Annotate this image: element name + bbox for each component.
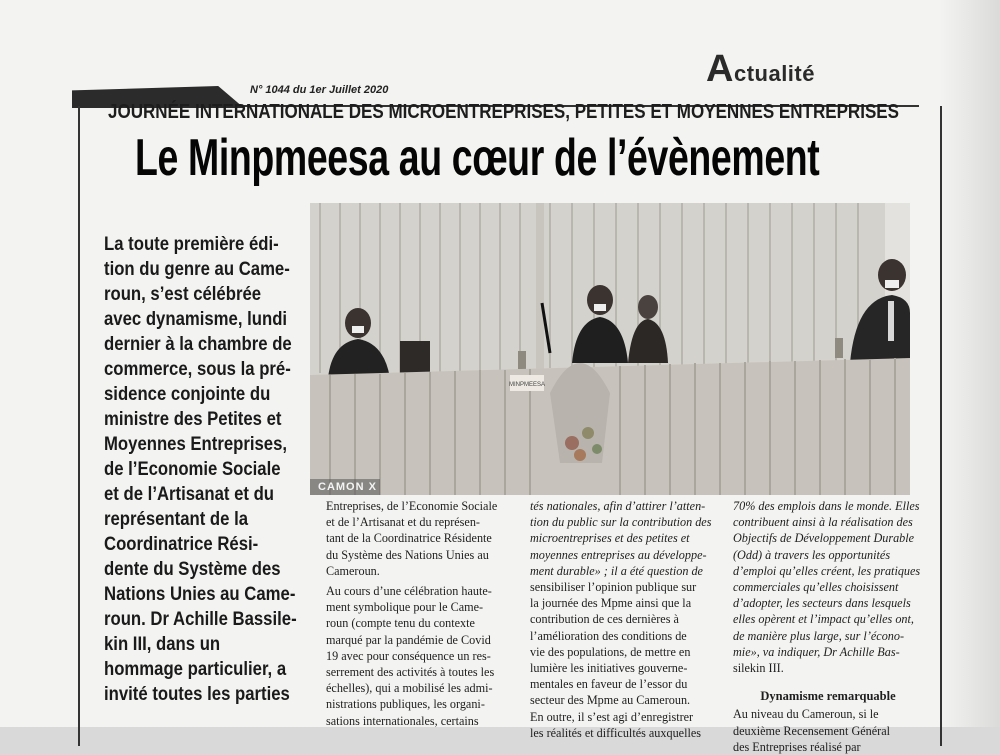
text-line: la journée des Mpme ainsi que la <box>530 596 692 611</box>
page-shadow <box>940 0 1000 727</box>
issue-number: N° 1044 du 1er Juillet 2020 <box>250 84 389 96</box>
text-line: tant de la Coordinatrice Résidente <box>326 531 492 546</box>
article-photo <box>310 203 910 495</box>
section-initial: A <box>706 48 734 90</box>
lead-line: Coordinatrice Rési- <box>104 534 259 555</box>
flower-arrangement <box>550 363 610 463</box>
text-line: les réalités et difficultés auxquelles <box>530 725 702 740</box>
lead-line: La toute première édi- <box>104 234 279 255</box>
article-column-1 <box>326 498 518 729</box>
text-line: contribuent ainsi à la réalisation des <box>733 515 913 530</box>
lead-line: représentant de la <box>104 509 249 530</box>
lead-line: sidence conjointe du <box>104 384 271 405</box>
text-line: Entreprises, de l’Economie Sociale <box>326 499 498 513</box>
text-line: sensibiliser l’opinion publique sur <box>530 580 697 595</box>
text-line: Au cours d’une célébration haute- <box>326 584 492 599</box>
photo-credit: CAMON X <box>318 481 377 493</box>
text-line: vie des populations, de mettre en <box>530 644 691 659</box>
text-line: et de l’Artisanat et du représen- <box>326 515 480 530</box>
text-line: serrement des activités à toutes les <box>326 665 495 680</box>
article-column-2 <box>530 498 722 741</box>
lead-line: dernier à la chambre de <box>104 334 292 355</box>
lead-line: commerce, sous la pré- <box>104 359 291 380</box>
text-line: deuxième Recensement Général <box>733 723 891 738</box>
lead-line: roun, s’est célébrée <box>104 284 262 305</box>
article-subheading: Dynamisme remarquable <box>760 689 896 704</box>
text-line: elles opèrent et l’impact qu’elles ont, <box>733 612 914 627</box>
lead-line: kin III, dans un <box>104 634 221 655</box>
text-line: d’adopter, les secteurs dans lesquels <box>733 596 911 611</box>
photo-meeting-table <box>310 203 910 495</box>
text-line: sations internationales, certains <box>326 713 479 728</box>
text-line: ment symbolique pour le Came- <box>326 600 484 615</box>
text-line: Objectifs de Développement Durable <box>733 531 915 546</box>
text-line: Au niveau du Cameroun, si le <box>733 707 879 722</box>
section-label <box>706 48 815 91</box>
text-line: (Odd) à travers les opportunités <box>733 547 891 562</box>
text-line: secteur des Mpme au Cameroun. <box>530 693 691 708</box>
text-line: d’emploi qu’elles créent, les pratiques <box>733 563 921 578</box>
text-line: marqué par la pandémie de Covid <box>326 632 491 647</box>
article-headline: Le Minpmeesa au cœur de l’évènement <box>135 129 820 187</box>
text-line: nistrations publiques, les organi- <box>326 697 485 712</box>
lead-line: Moyennes Entreprises, <box>104 434 288 455</box>
lead-line: invité toutes les parties <box>104 684 290 705</box>
lead-line: hommage particulier, a <box>104 659 287 680</box>
text-line: commerciales qu’elles choisissent <box>733 580 899 595</box>
text-line: mie», va indiquer, Dr Achille Bas- <box>733 644 900 659</box>
text-line: contribution de ces dernières à <box>530 612 679 627</box>
column-3-continuation <box>733 706 923 755</box>
article-kicker: JOURNÉE INTERNATIONALE DES MICROENTREPRISES, PETITES ET MOYENNES ENTREPRISES <box>108 100 899 123</box>
text-line: des Entreprises réalisé par <box>733 739 861 754</box>
text-line: 70% des emplois dans le monde. Elles <box>733 499 920 513</box>
lead-line: avec dynamisme, lundi <box>104 309 288 330</box>
text-line: mentales en faveur de l’essor du <box>530 677 688 692</box>
text-line: du Système des Nations Unies au <box>326 547 489 562</box>
text-line: silekin III. <box>733 661 784 676</box>
column-3-body <box>733 498 923 676</box>
text-line: tion du public sur la contribution des <box>530 515 712 530</box>
text-line: tés nationales, afin d’attirer l’atten- <box>530 499 706 513</box>
lead-line: roun. Dr Achille Bassile- <box>104 609 297 630</box>
text-line: lumière les initiatives gouverne- <box>530 661 688 676</box>
text-line: En outre, il s’est agi d’enregistrer <box>530 709 694 724</box>
table-placard: MINPMEESA <box>508 382 546 388</box>
lead-line: tion du genre au Came- <box>104 259 290 280</box>
lead-line: dente du Système des <box>104 559 281 580</box>
article-column-3 <box>733 498 923 755</box>
text-line: l’amélioration des conditions de <box>530 628 687 643</box>
text-line: ment durable» ; il a été question de <box>530 563 703 578</box>
text-line: échelles), qui a mobilisé les admi- <box>326 681 493 696</box>
lead-line: ministre des Petites et <box>104 409 282 430</box>
lead-line: et de l’Artisanat et du <box>104 484 275 505</box>
text-line: roun (compte tenu du contexte <box>326 616 475 631</box>
section-rest: ctualité <box>733 61 815 86</box>
lead-line: Nations Unies au Came- <box>104 584 296 605</box>
article-lead <box>104 232 344 707</box>
text-line: Cameroun. <box>326 563 380 578</box>
lead-line: de l’Economie Sociale <box>104 459 281 480</box>
text-line: microentreprises et des petites et <box>530 531 690 546</box>
text-line: de manière plus large, sur l’écono- <box>733 628 905 643</box>
text-line: 19 avec pour conséquence un res- <box>326 648 491 663</box>
text-line: moyennes entreprises au développe- <box>530 547 707 562</box>
